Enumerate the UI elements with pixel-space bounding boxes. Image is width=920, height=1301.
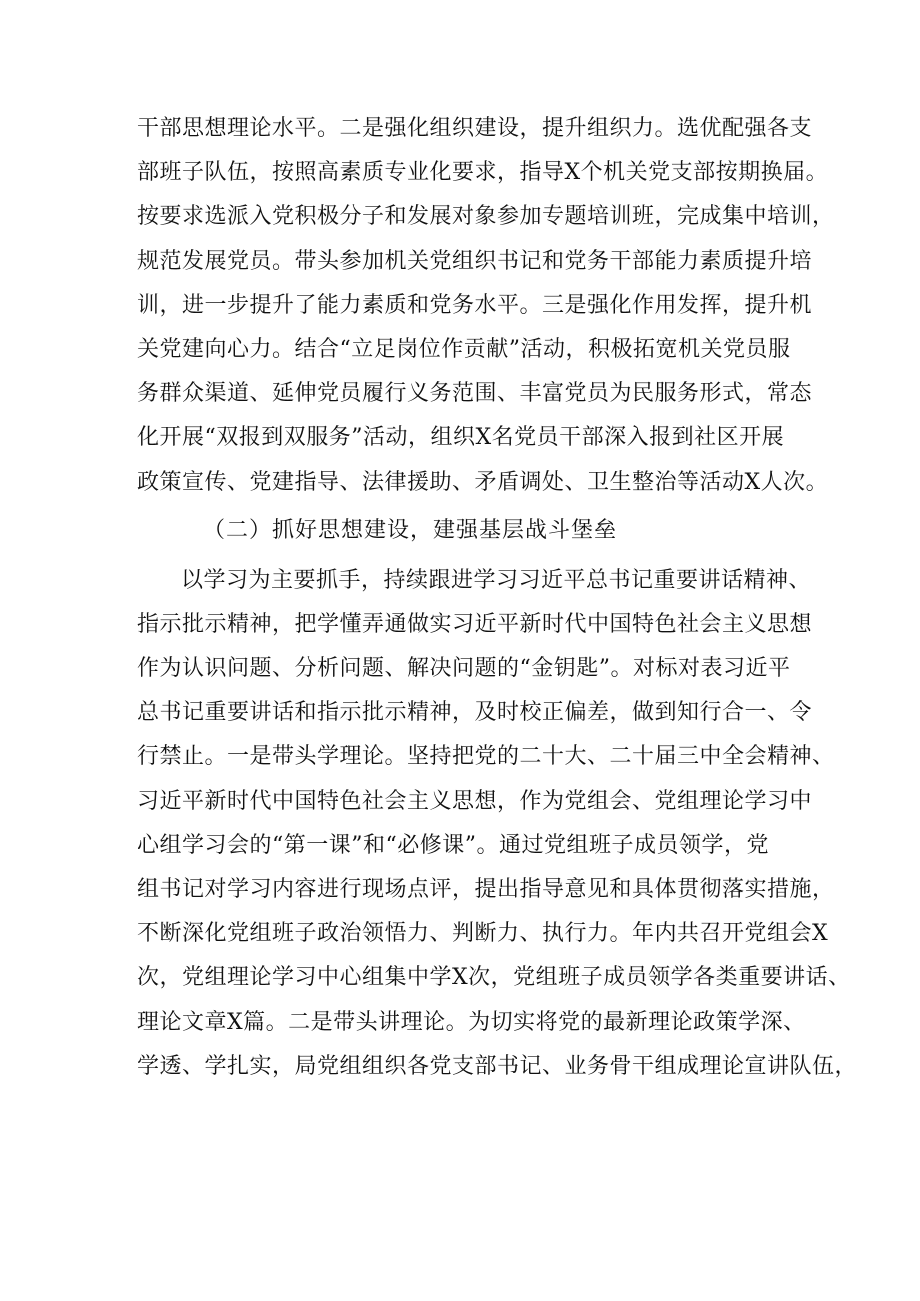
text-line: 理论文章X篇。二是带头讲理论。为切实将党的最新理论政策学深、	[137, 1009, 806, 1035]
text-line: 指示批示精神，把学懂弄通做实习近平新时代中国特色社会主义思想	[137, 611, 813, 637]
text-line: 关党建向心力。结合“立足岗位作贡献”活动，积极拓宽机关党员服	[137, 336, 791, 362]
text-line: 政策宣传、党建指导、法律援助、矛盾调处、卫生整治等活动X人次。	[137, 469, 829, 495]
text-line: 次，党组理论学习中心组集中学X次，党组班子成员领学各类重要讲话、	[137, 965, 851, 991]
text-line: 组书记对学习内容进行现场点评，提出指导意见和具体贯彻落实措施，	[137, 877, 835, 902]
text-line: 心组学习会的“第一课”和“必修课”。通过党组班子成员领学，党	[137, 832, 769, 858]
text-line: 部班子队伍，按照高素质专业化要求，指导X个机关党支部按期换届。	[137, 160, 829, 186]
paragraph-1	[137, 107, 835, 505]
text-line: 总书记重要讲话和指示批示精神，及时校正偏差，做到知行合一、令	[137, 700, 813, 726]
section-heading: （二）抓好思想建设，建强基层战斗堡垒	[203, 517, 618, 543]
document-body	[137, 107, 858, 1089]
text-line: 务群众渠道、延伸党员履行义务范围、丰富党员为民服务形式，常态	[137, 381, 813, 407]
text-line: 作为认识问题、分析问题、解决问题的“金钥匙”。对标对表习近平	[137, 656, 791, 682]
paragraph-2	[137, 559, 858, 1089]
text-line: 按要求选派入党积极分子和发展对象参加专题培训班，完成集中培训，	[137, 204, 835, 230]
text-line: 不断深化党组班子政治领悟力、判断力、执行力。年内共召开党组会X	[137, 921, 829, 947]
text-line: 行禁止。一是带头学理论。坚持把党的二十大、二十届三中全会精神、	[137, 744, 835, 770]
text-line: 习近平新时代中国特色社会主义思想，作为党组会、党组理论学习中	[137, 788, 813, 814]
text-line: 干部思想理论水平。二是强化组织建设，提升组织力。选优配强各支	[137, 116, 813, 141]
text-line: 化开展“双报到双服务”活动，组织X名党员干部深入报到社区开展	[137, 425, 785, 451]
text-line: 学透、学扎实，局党组组织各党支部书记、业务骨干组成理论宣讲队伍，	[137, 1053, 858, 1079]
text-line: 训，进一步提升了能力素质和党务水平。三是强化作用发挥，提升机	[137, 292, 813, 318]
text-line: 以学习为主要抓手，持续跟进学习习近平总书记重要讲话精神、	[181, 567, 812, 593]
text-line: 规范发展党员。带头参加机关党组织书记和党务干部能力素质提升培	[137, 248, 813, 274]
